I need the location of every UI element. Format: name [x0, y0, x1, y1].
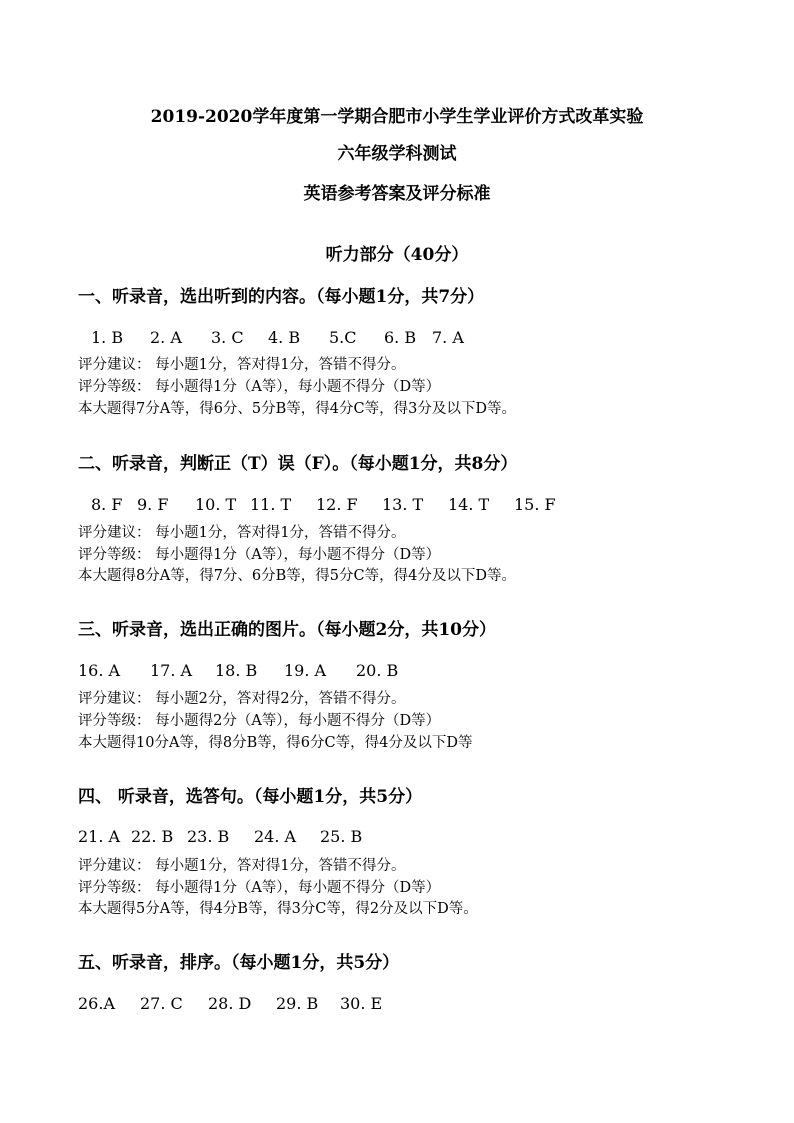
answer-item: 4. B — [268, 328, 301, 347]
answer-item: 7. A — [432, 328, 464, 347]
answer-item: 18. B — [215, 661, 258, 680]
scoring-summary: 本大题得5分A等，得4分B等，得3分C等，得2分及以下D等。 — [78, 901, 478, 917]
scoring-summary: 本大题得10分A等，得8分B等，得6分C等，得4分及以下D等 — [78, 735, 473, 751]
answer-item: 25. B — [320, 827, 363, 846]
answer-row — [78, 993, 738, 1015]
scoring-summary: 本大题得8分A等，得7分、6分B等，得5分C等，得4分及以下D等。 — [78, 568, 516, 584]
answer-item: 13. T — [382, 495, 424, 514]
answer-item: 22. B — [131, 827, 174, 846]
section-heading: 二、听录音，判断正（T）误（F）。（每小题1分，共8分） — [78, 454, 518, 474]
answer-row — [78, 826, 738, 848]
scoring-grade: 评分等级： 每小题得1分（A等），每小题不得分（D等） — [78, 880, 441, 896]
section-heading: 四、 听录音，选答句。（每小题1分，共5分） — [78, 787, 423, 807]
answer-item: 17. A — [150, 661, 193, 680]
answer-item: 3. C — [211, 328, 244, 347]
answer-item: 19. A — [284, 661, 327, 680]
answer-row — [78, 327, 738, 349]
answer-item: 27. C — [140, 994, 183, 1013]
section-heading: 五、听录音，排序。（每小题1分，共5分） — [78, 953, 400, 973]
answer-item: 9. F — [137, 495, 169, 514]
answer-item: 29. B — [276, 994, 319, 1013]
answer-item: 15. F — [514, 495, 556, 514]
answer-item: 1. B — [91, 328, 124, 347]
answer-item: 5.C — [329, 328, 357, 347]
scoring-suggestion: 评分建议： 每小题1分，答对得1分，答错不得分。 — [78, 525, 406, 541]
scoring-suggestion: 评分建议： 每小题2分，答对得2分，答错不得分。 — [78, 691, 406, 707]
document-title: 2019-2020学年度第一学期合肥市小学生学业评价方式改革实验 — [150, 107, 644, 127]
answer-item: 2. A — [150, 328, 182, 347]
answer-row — [78, 660, 738, 682]
answer-item: 11. T — [250, 495, 292, 514]
answer-item: 14. T — [448, 495, 490, 514]
document-subtitle: 六年级学科测试 — [337, 144, 457, 164]
answer-item: 30. E — [340, 994, 383, 1013]
scoring-grade: 评分等级： 每小题得1分（A等），每小题不得分（D等） — [78, 547, 441, 563]
part-title: 听力部分（40分） — [325, 245, 469, 265]
answer-item: 28. D — [208, 994, 252, 1013]
scoring-grade: 评分等级： 每小题得2分（A等），每小题不得分（D等） — [78, 713, 441, 729]
answer-item: 6. B — [384, 328, 417, 347]
section-heading: 三、听录音，选出正确的图片。（每小题2分，共10分） — [78, 620, 496, 640]
section-heading: 一、听录音，选出听到的内容。（每小题1分，共7分） — [78, 287, 485, 307]
answer-item: 10. T — [195, 495, 237, 514]
answer-item: 23. B — [187, 827, 230, 846]
answer-row — [78, 494, 738, 516]
answer-item: 26.A — [78, 994, 115, 1013]
answer-item: 8. F — [91, 495, 123, 514]
scoring-suggestion: 评分建议： 每小题1分，答对得1分，答错不得分。 — [78, 858, 406, 874]
scoring-suggestion: 评分建议： 每小题1分，答对得1分，答错不得分。 — [78, 357, 406, 373]
scoring-grade: 评分等级： 每小题得1分（A等），每小题不得分（D等） — [78, 379, 441, 395]
answer-item: 20. B — [356, 661, 399, 680]
answer-item: 24. A — [254, 827, 297, 846]
answer-item: 21. A — [78, 827, 121, 846]
answer-item: 16. A — [78, 661, 121, 680]
scoring-summary: 本大题得7分A等，得6分、5分B等，得4分C等，得3分及以下D等。 — [78, 401, 516, 417]
answer-item: 12. F — [316, 495, 358, 514]
document-heading: 英语参考答案及评分标准 — [303, 184, 491, 204]
